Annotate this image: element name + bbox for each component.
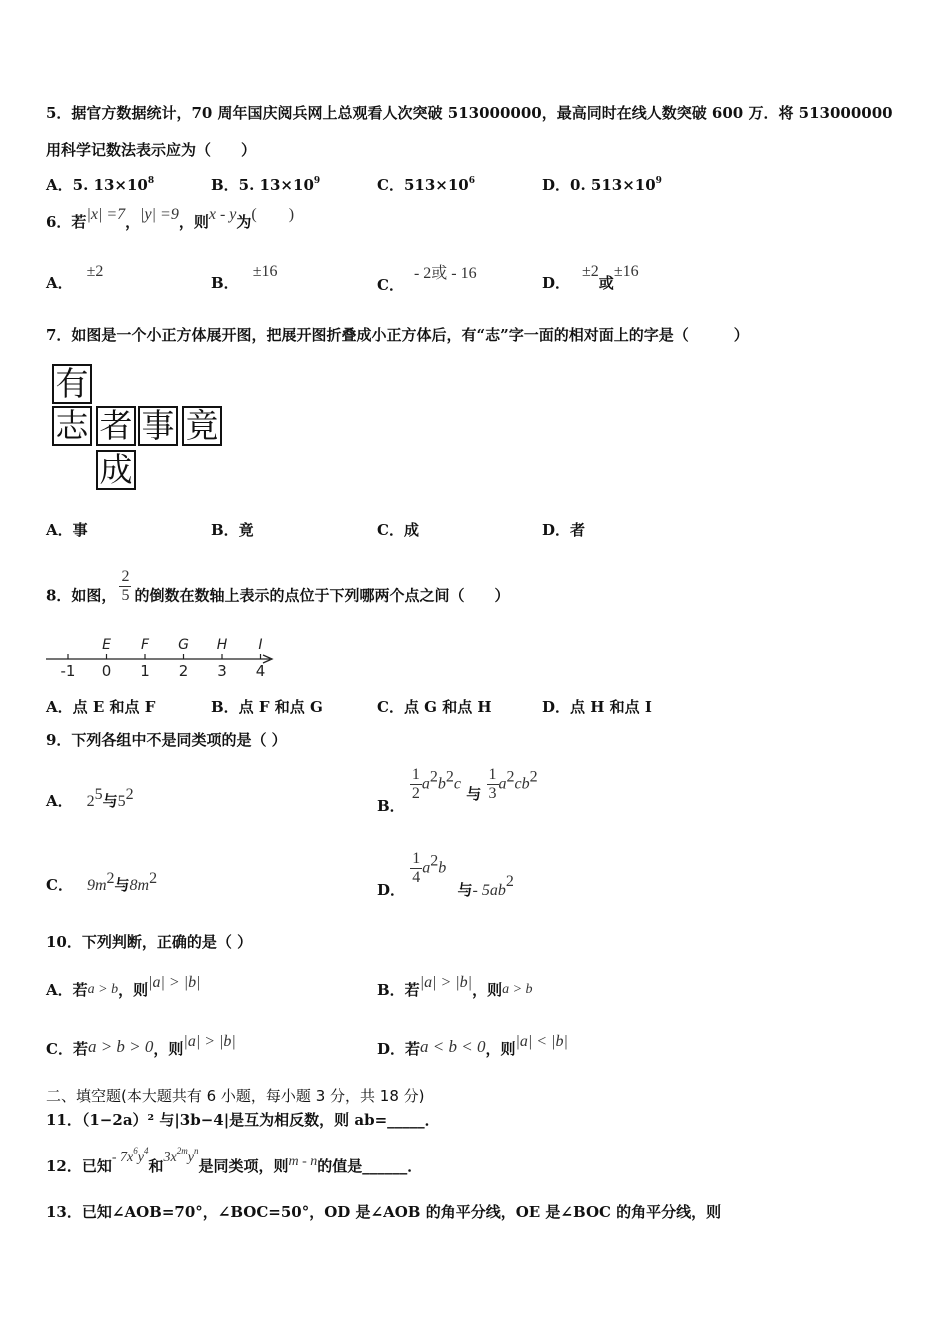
axis-tick-label: 2 (178, 662, 189, 680)
axis-tick-label: 3 (217, 662, 227, 680)
q7-option-c: C．成 (377, 521, 419, 539)
q7-stem: 7．如图是一个小正方体展开图，把展开图折叠成小正方体后，有“志”字一面的相对面上的字是（ ） (46, 326, 749, 344)
q11-stem: 11．（1−2a）² 与|3b−4|是互为相反数，则 ab=_____． (46, 1111, 440, 1129)
axis-tick-label: 0 (101, 662, 112, 680)
fraction-one-quarter: $\frac{1}{4}$ (412, 850, 421, 886)
q7-option-d: D．者 (542, 521, 586, 539)
q13-stem: 13．已知∠AOB=70°，∠BOC=50°，OD 是∠AOB 的角平分线，OE 是∠BOC 的角平分线，则 (46, 1203, 722, 1221)
net-face-bottom: 成 (96, 450, 136, 490)
q10-stem: 10．下列判断，正确的是（ ） (46, 933, 253, 951)
net-face-1: 志 (52, 406, 92, 446)
axis-point-label: I (258, 637, 263, 653)
q6-option-a: A．±2 (46, 263, 104, 292)
q10-option-a: A．若a > b，则|a| > |b| (46, 974, 201, 999)
q6-stem: 6．若|x| =7，|y| =9，则x - y为( ) (46, 206, 295, 231)
axis-point-label: G (178, 637, 189, 653)
q5-option-b: B．5. $13\times 10^9$ (211, 176, 321, 194)
q9-option-b: B． $\frac{1}{2}$ $a^2b^2c$ 与 $\frac{1}{3}$ $a^2cb^2$ (377, 766, 538, 815)
q8-option-d: D．点 H 和点 I (542, 698, 652, 716)
q8-option-b: B．点 F 和点 G (211, 698, 323, 716)
q6-option-b: B．±16 (211, 263, 278, 292)
q5-line1: 5．据官方数据统计，70 周年国庆阅兵网上总观看人次突破 513000000，最高同时在线人数突破 600 万．将 513000000 (46, 104, 893, 122)
axis-point-label: H (216, 637, 228, 653)
axis-tick-label: -1 (60, 662, 76, 680)
net-face-2: 者 (96, 406, 136, 446)
q5-option-c: C．$513\times 10^6$ (377, 176, 475, 194)
q9-option-a: A． $2^5$与$5^2$ (46, 786, 134, 810)
q10-option-d: D．若a < b < 0，则|a| < |b| (377, 1033, 568, 1058)
q9-option-c: C． $9m^2$与$8m^2$ (46, 870, 158, 894)
q8-option-a: A．点 E 和点 F (46, 698, 156, 716)
q8-stem: 8．如图， $\frac{2}{5}$ 的倒数在数轴上表示的点位于下列哪两个点之间（ ） (46, 568, 510, 605)
cube-net-figure (50, 362, 230, 492)
q5-option-d: D．0. $513\times 10^9$ (542, 176, 662, 194)
fraction-one-third: $\frac{1}{3}$ (488, 766, 497, 802)
net-face-4: 竟 (182, 406, 222, 446)
net-face-3: 事 (138, 406, 178, 446)
axis-point-label: E (102, 637, 111, 653)
net-face-top: 有 (52, 364, 92, 404)
q7-option-a: A．事 (46, 521, 88, 539)
q5-option-a: A．5. $13\times 10^8$ (46, 176, 155, 194)
q10-option-b: B．若|a| > |b|，则a > b (377, 974, 533, 999)
axis-point-label: F (140, 637, 150, 653)
q7-option-b: B．竟 (211, 521, 254, 539)
q9-option-d: D． $\frac{1}{4}$ $a^2b$ 与- $5ab^2$ (377, 850, 514, 899)
q9-stem: 9．下列各组中不是同类项的是（ ） (46, 731, 287, 749)
q6-option-d: D．±2或±16 (542, 263, 639, 292)
q5-line2: 用科学记数法表示应为（ ） (46, 141, 257, 159)
axis-tick-label: 4 (255, 662, 266, 680)
q12-stem: 12．已知- $7x^6y^4$和$3x^{2m}y^n$是同类项，则m - n的值是______． (46, 1146, 423, 1175)
fraction-two-fifths: $\frac{2}{5}$ (121, 568, 130, 604)
axis-tick-label: 1 (140, 662, 150, 680)
number-line (44, 630, 294, 680)
q6-option-c: C．- 2或 - 16 (377, 265, 477, 294)
q8-option-c: C．点 G 和点 H (377, 698, 492, 716)
q10-option-c: C．若a > b > 0，则|a| > |b| (46, 1033, 236, 1058)
section-title: 二、填空题(本大题共有 6 小题，每小题 3 分，共 18 分) (46, 1087, 425, 1105)
fraction-one-half: $\frac{1}{2}$ (411, 766, 420, 802)
